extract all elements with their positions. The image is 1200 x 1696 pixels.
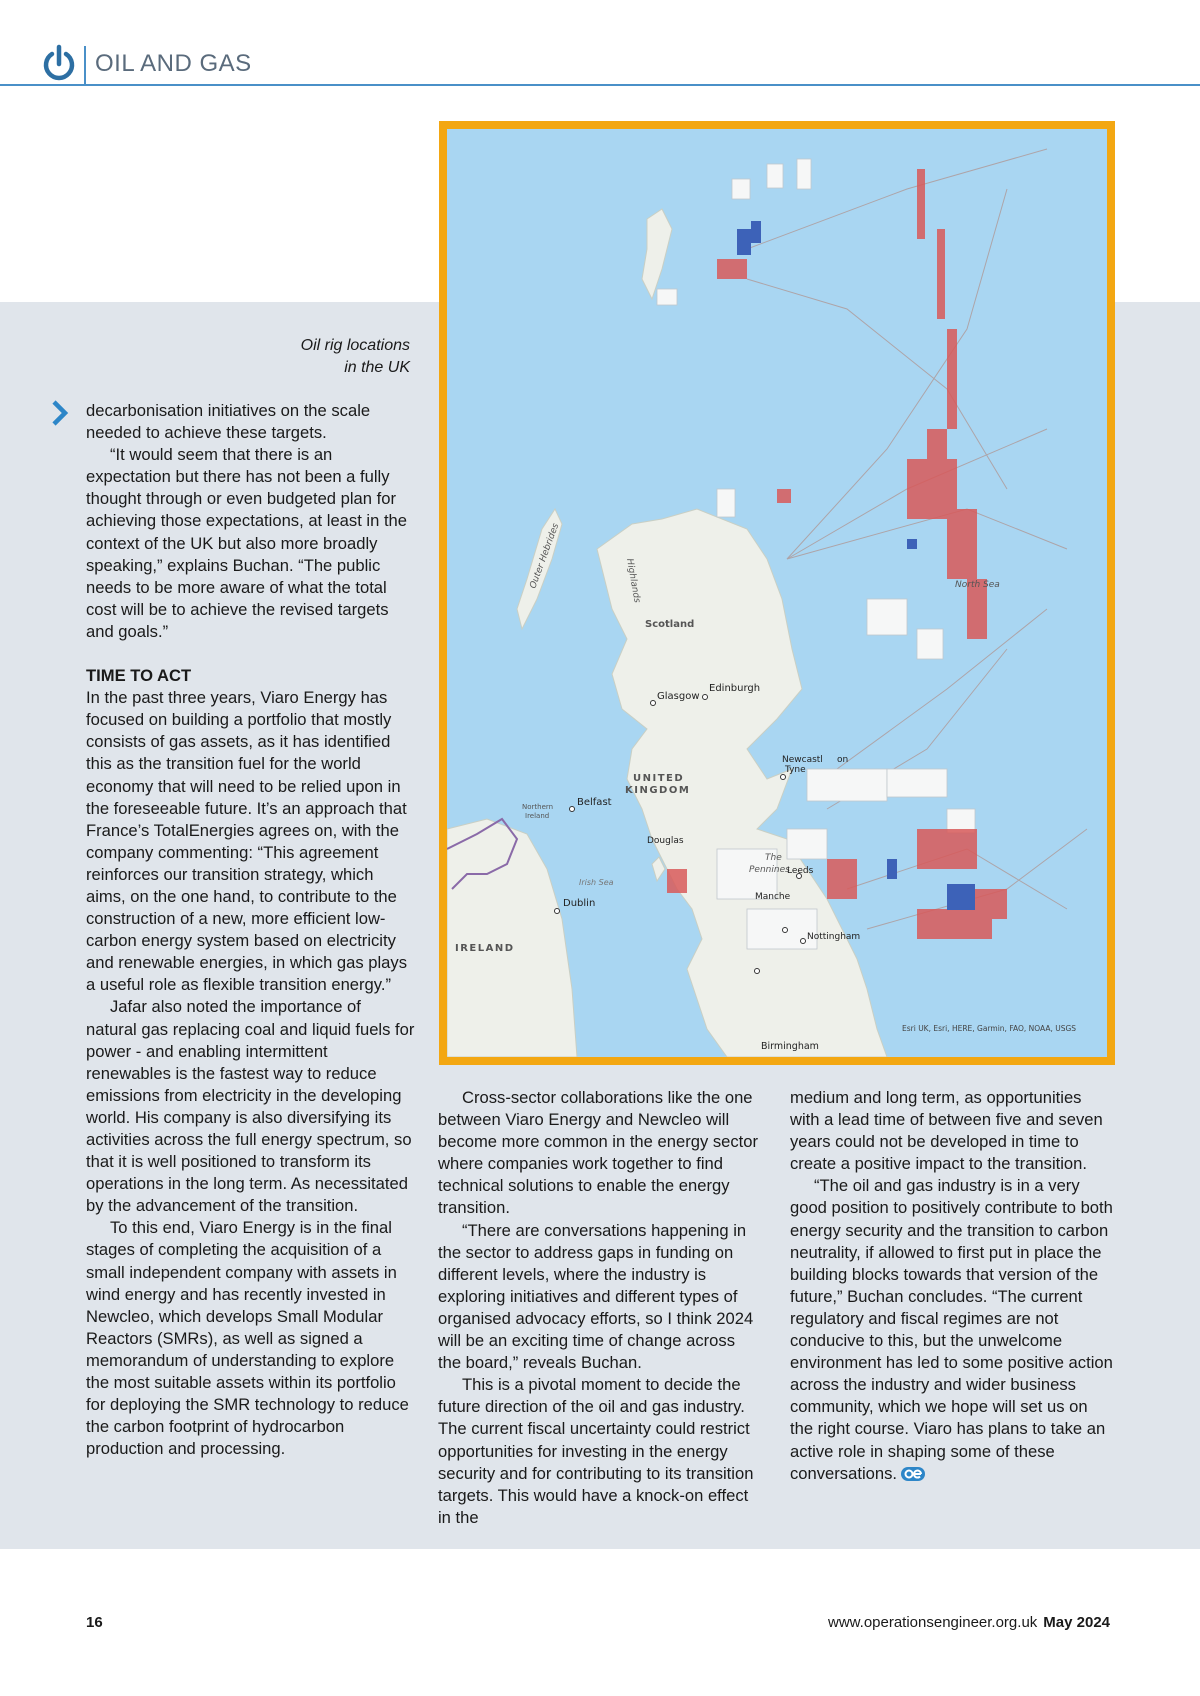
section-title: OIL AND GAS bbox=[95, 50, 252, 77]
label-irish-sea: Irish Sea bbox=[579, 878, 614, 887]
paragraph: In the past three years, Viaro Energy has focused on building a portfolio that mostly consists of gas assets, as it has identified this as the transition fuel for the world economy that will need to be relied upon in the foreseeable future. It’s an approach that France’s TotalEnergies agrees on, with the company commenting: “This agreement reinforces our transition strategy, which aims, on the one hand, to contribute to the construction of a new, more efficient low-carbon energy system based on electricity and renewable energies, in which gas plays a useful role as flexible transition energy.” bbox=[86, 688, 408, 995]
map-figure bbox=[439, 121, 1115, 1065]
uk-oil-rig-map bbox=[447, 129, 1107, 1057]
label-north-sea: North Sea bbox=[955, 580, 1000, 590]
label-edinburgh: Edinburgh bbox=[709, 683, 761, 694]
header-rule bbox=[0, 84, 1200, 86]
label-the: The bbox=[765, 853, 782, 863]
label-belfast: Belfast bbox=[577, 797, 612, 808]
header-divider bbox=[84, 46, 86, 84]
label-scotland: Scotland bbox=[645, 619, 695, 630]
label-kingdom: KINGDOM bbox=[625, 785, 691, 796]
continued-chevron-icon bbox=[50, 400, 70, 426]
label-united: UNITED bbox=[633, 773, 685, 784]
caption-line-1: Oil rig locations bbox=[300, 337, 410, 354]
label-tyne: Tyne bbox=[785, 765, 806, 775]
paragraph: “There are conversations happening in the sector to address gaps in funding on different levels, where the industry is exploring initiatives and different types of organised advocacy efforts, so I think 2024 will be an exciting time of change across the board,” reveals Buchan. bbox=[438, 1220, 754, 1373]
label-newcastle-on: on bbox=[837, 755, 849, 765]
page-number: 16 bbox=[86, 1614, 103, 1631]
paragraph: To this end, Viaro Energy is in the final stages of completing the acquisition of a small independent company with assets in wind energy and has recently invested in Newcleo, which develops Small Modular Reactors (SMRs), as well as signed a memorandum of understanding to explore the most suitable assets within its portfolio for deploying the SMR technology to reduce the carbon footprint of hydrocarbon production and processing. bbox=[86, 1218, 409, 1459]
label-northern: Northern bbox=[522, 803, 554, 811]
paragraph: decarbonisation initiatives on the scale needed to achieve these targets. bbox=[86, 401, 371, 443]
oe-end-mark-icon bbox=[901, 1467, 925, 1481]
article-column-3 bbox=[790, 1087, 1115, 1485]
label-highlands: Highlands bbox=[624, 557, 642, 604]
paragraph: Jafar also noted the importance of natural gas replacing coal and liquid fuels for power - and enabling intermittent renewables is the fastest way to reduce emissions from electricity in the developing world. His company is also diversifying its activities across the full energy spectrum, so that it is well positioned to transform its operations in the long term. As necessitated by the advancement of the transition. bbox=[86, 997, 415, 1216]
paragraph: This is a pivotal moment to decide the future direction of the oil and gas industry. The current fiscal uncertainty could restrict opportunities for investing in the energy security and for contributing to its transition targets. This would have a knock-on effect in the bbox=[438, 1375, 754, 1527]
caption-line-2: in the UK bbox=[344, 359, 410, 376]
ireland-landmass bbox=[447, 819, 577, 1057]
paragraph bbox=[790, 1175, 1115, 1484]
label-ireland: IRELAND bbox=[455, 943, 515, 954]
label-dublin: Dublin bbox=[563, 898, 596, 909]
label-nottingham: Nottingham bbox=[807, 932, 861, 942]
power-icon bbox=[40, 44, 78, 84]
label-douglas: Douglas bbox=[647, 836, 684, 846]
article-column-1 bbox=[86, 400, 416, 1460]
label-ireland-ni: Ireland bbox=[525, 812, 550, 820]
paragraph: medium and long term, as opportunities with a lead time of between five and seven years could not be developed in time to create a positive impact to the transition. bbox=[790, 1088, 1103, 1174]
map-attribution: Esri UK, Esri, HERE, Garmin, FAO, NOAA, USGS bbox=[902, 1024, 1077, 1033]
figure-caption bbox=[230, 335, 410, 379]
page-header bbox=[0, 0, 1200, 86]
label-outer-hebrides: Outer Hebrides bbox=[528, 522, 562, 591]
paragraph: Cross-sector collaborations like the one between Viaro Energy and Newcleo will become more common in the energy sector where companies work together to find technical solutions to enable the energy transition. bbox=[438, 1088, 759, 1218]
label-manchester: Manche bbox=[755, 892, 791, 902]
subheading-time-to-act: TIME TO ACT bbox=[86, 666, 192, 686]
closing-paragraph-text: “The oil and gas industry is in a very good position to positively contribute to both energy security and the transition to carbon neutrality, if allowed to first put in place the building blocks towards that version of the future,” Buchan concludes. “The current regulatory and fiscal regimes are not conducive to this, but the unwelcome environment has led to some positive action across the industry and wider business community, which we hope will set us on the right course. Viaro has plans to take an active role in shaping some of these conversations. bbox=[790, 1176, 1113, 1483]
article-column-2 bbox=[438, 1087, 761, 1529]
footer-publication bbox=[828, 1614, 1110, 1631]
paragraph: “It would seem that there is an expectation but there has not been a fully thought through or even budgeted plan for achieving those expectations, at least in the context of the UK but also more broadly speaking,” explains Buchan. “The public needs to be more aware of what the total cost will be to achieve the revised targets and goals.” bbox=[86, 445, 408, 641]
label-newcastle: Newcastl bbox=[782, 755, 823, 765]
label-leeds: Leeds bbox=[787, 866, 814, 876]
footer-date: May 2024 bbox=[1043, 1614, 1110, 1631]
shetland bbox=[642, 209, 672, 299]
label-pennines: Pennines bbox=[749, 865, 790, 875]
label-birmingham: Birmingham bbox=[761, 1041, 819, 1052]
label-glasgow: Glasgow bbox=[657, 691, 700, 702]
footer-url[interactable]: www.operationsengineer.org.uk bbox=[827, 1614, 1038, 1631]
